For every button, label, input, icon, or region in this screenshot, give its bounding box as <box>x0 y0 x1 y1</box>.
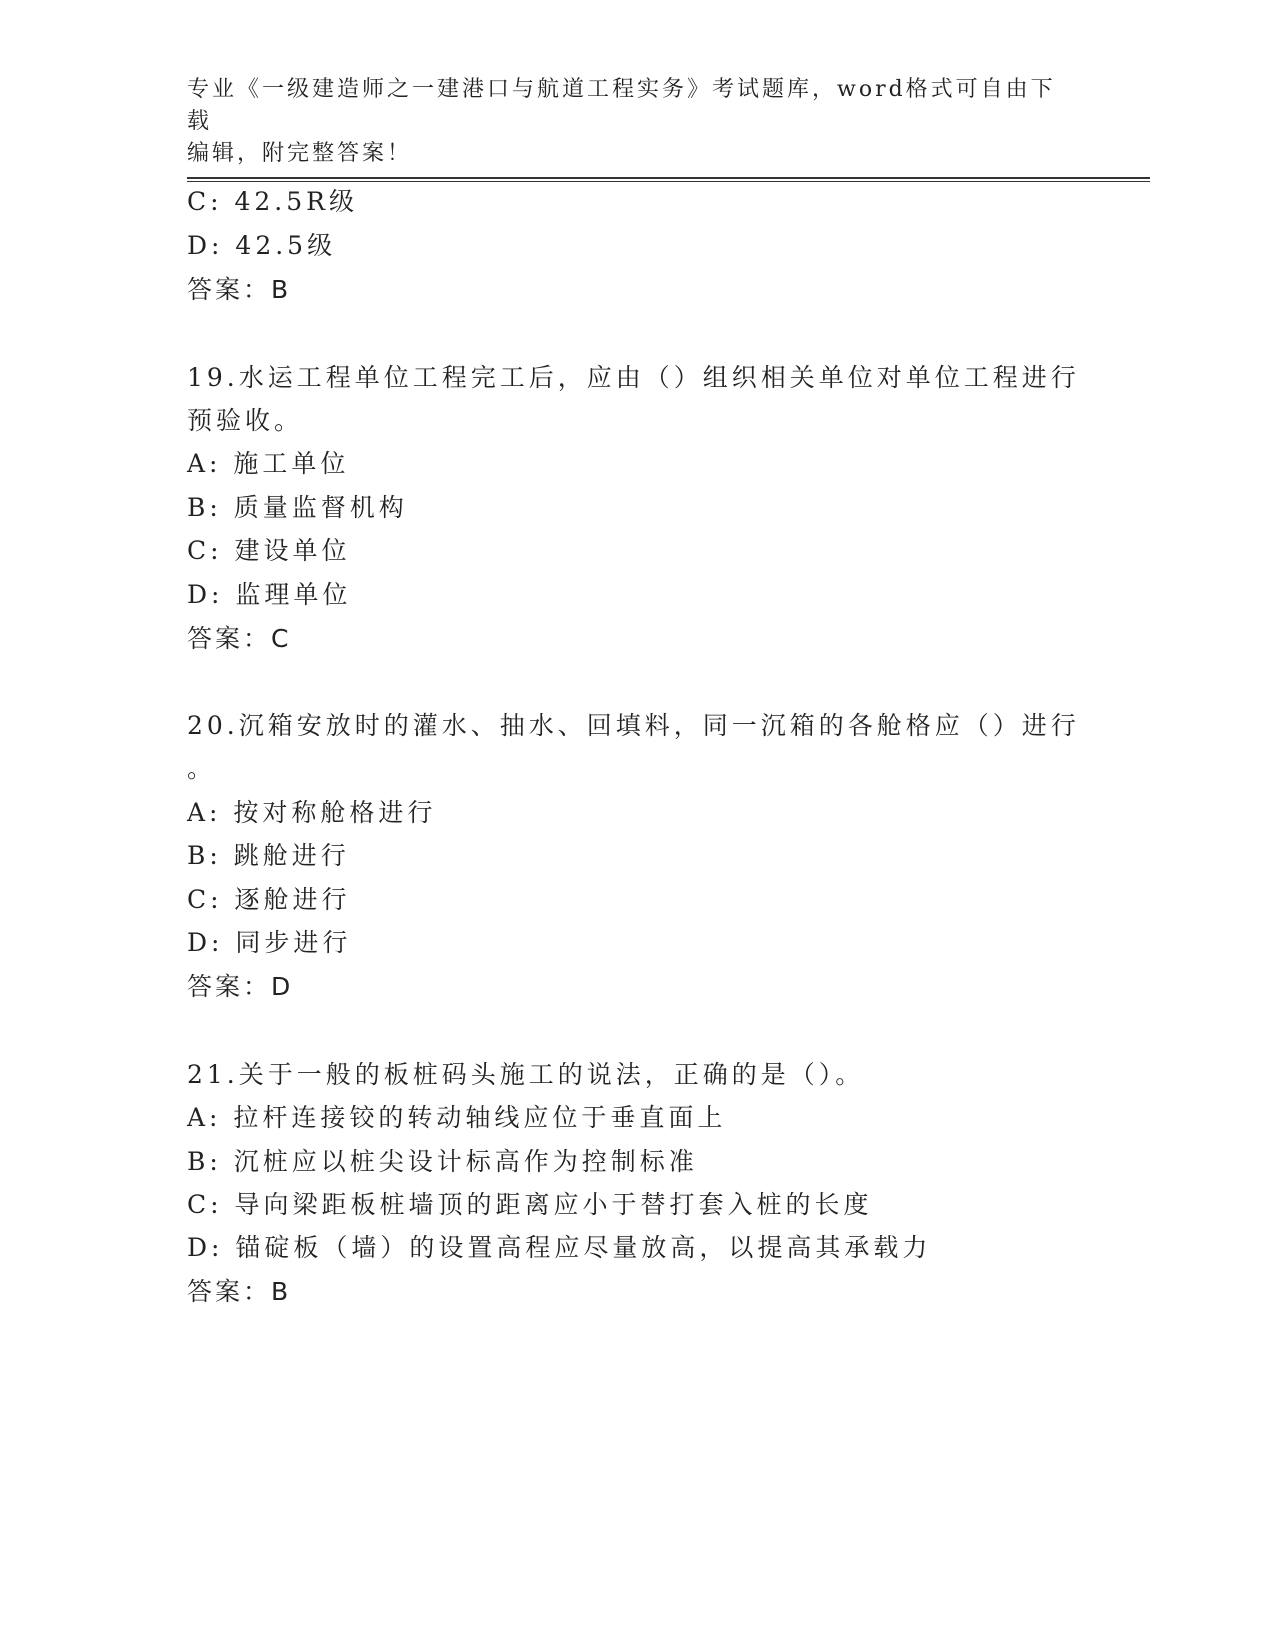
page-header <box>187 74 1077 170</box>
q21-option-c: C: 导向梁距板桩墙顶的距离应小于替打套入桩的长度 <box>187 1190 873 1219</box>
q20-stem-line-1: 20.沉箱安放时的灌水、抽水、回填料，同一沉箱的各舱格应（）进行 <box>187 711 1080 740</box>
q21-stem-line-1: 21.关于一般的板桩码头施工的说法，正确的是（）。 <box>187 1060 865 1089</box>
q19-stem-line-2: 预验收。 <box>187 406 304 435</box>
q19-option-b: B: 质量监督机构 <box>187 493 408 522</box>
q19-stem-line-1: 19.水运工程单位工程完工后，应由（）组织相关单位对单位工程进行 <box>187 363 1080 392</box>
q20-option-a: A: 按对称舱格进行 <box>187 798 437 827</box>
header-line-1: 专业《一级建造师之一建港口与航道工程实务》考试题库，word格式可自由下载 <box>187 77 1056 134</box>
header-divider <box>187 177 1150 182</box>
q20-option-b: B: 跳舱进行 <box>187 841 350 870</box>
q21-answer: 答案：B <box>187 1277 292 1306</box>
q19-option-d: D: 监理单位 <box>187 580 352 609</box>
q19-option-c: C: 建设单位 <box>187 536 351 565</box>
header-line-2: 编辑，附完整答案！ <box>187 141 413 166</box>
q20-option-d: D: 同步进行 <box>187 928 352 957</box>
q21-option-b: B: 沉桩应以桩尖设计标高作为控制标准 <box>187 1147 698 1176</box>
prev-option-c: C: 42.5R级 <box>187 187 358 216</box>
q21-option-d: D: 锚碇板（墙）的设置高程应尽量放高，以提高其承载力 <box>187 1233 932 1262</box>
q20-option-c: C: 逐舱进行 <box>187 885 351 914</box>
prev-answer: 答案：B <box>187 275 292 304</box>
q21-option-a: A: 拉杆连接铰的转动轴线应位于垂直面上 <box>187 1103 727 1132</box>
q19-answer: 答案：C <box>187 624 292 653</box>
q19-option-a: A: 施工单位 <box>187 449 350 478</box>
q20-answer: 答案：D <box>187 972 294 1001</box>
q20-stem-line-2: 。 <box>187 754 217 783</box>
prev-option-d: D: 42.5级 <box>187 231 337 260</box>
